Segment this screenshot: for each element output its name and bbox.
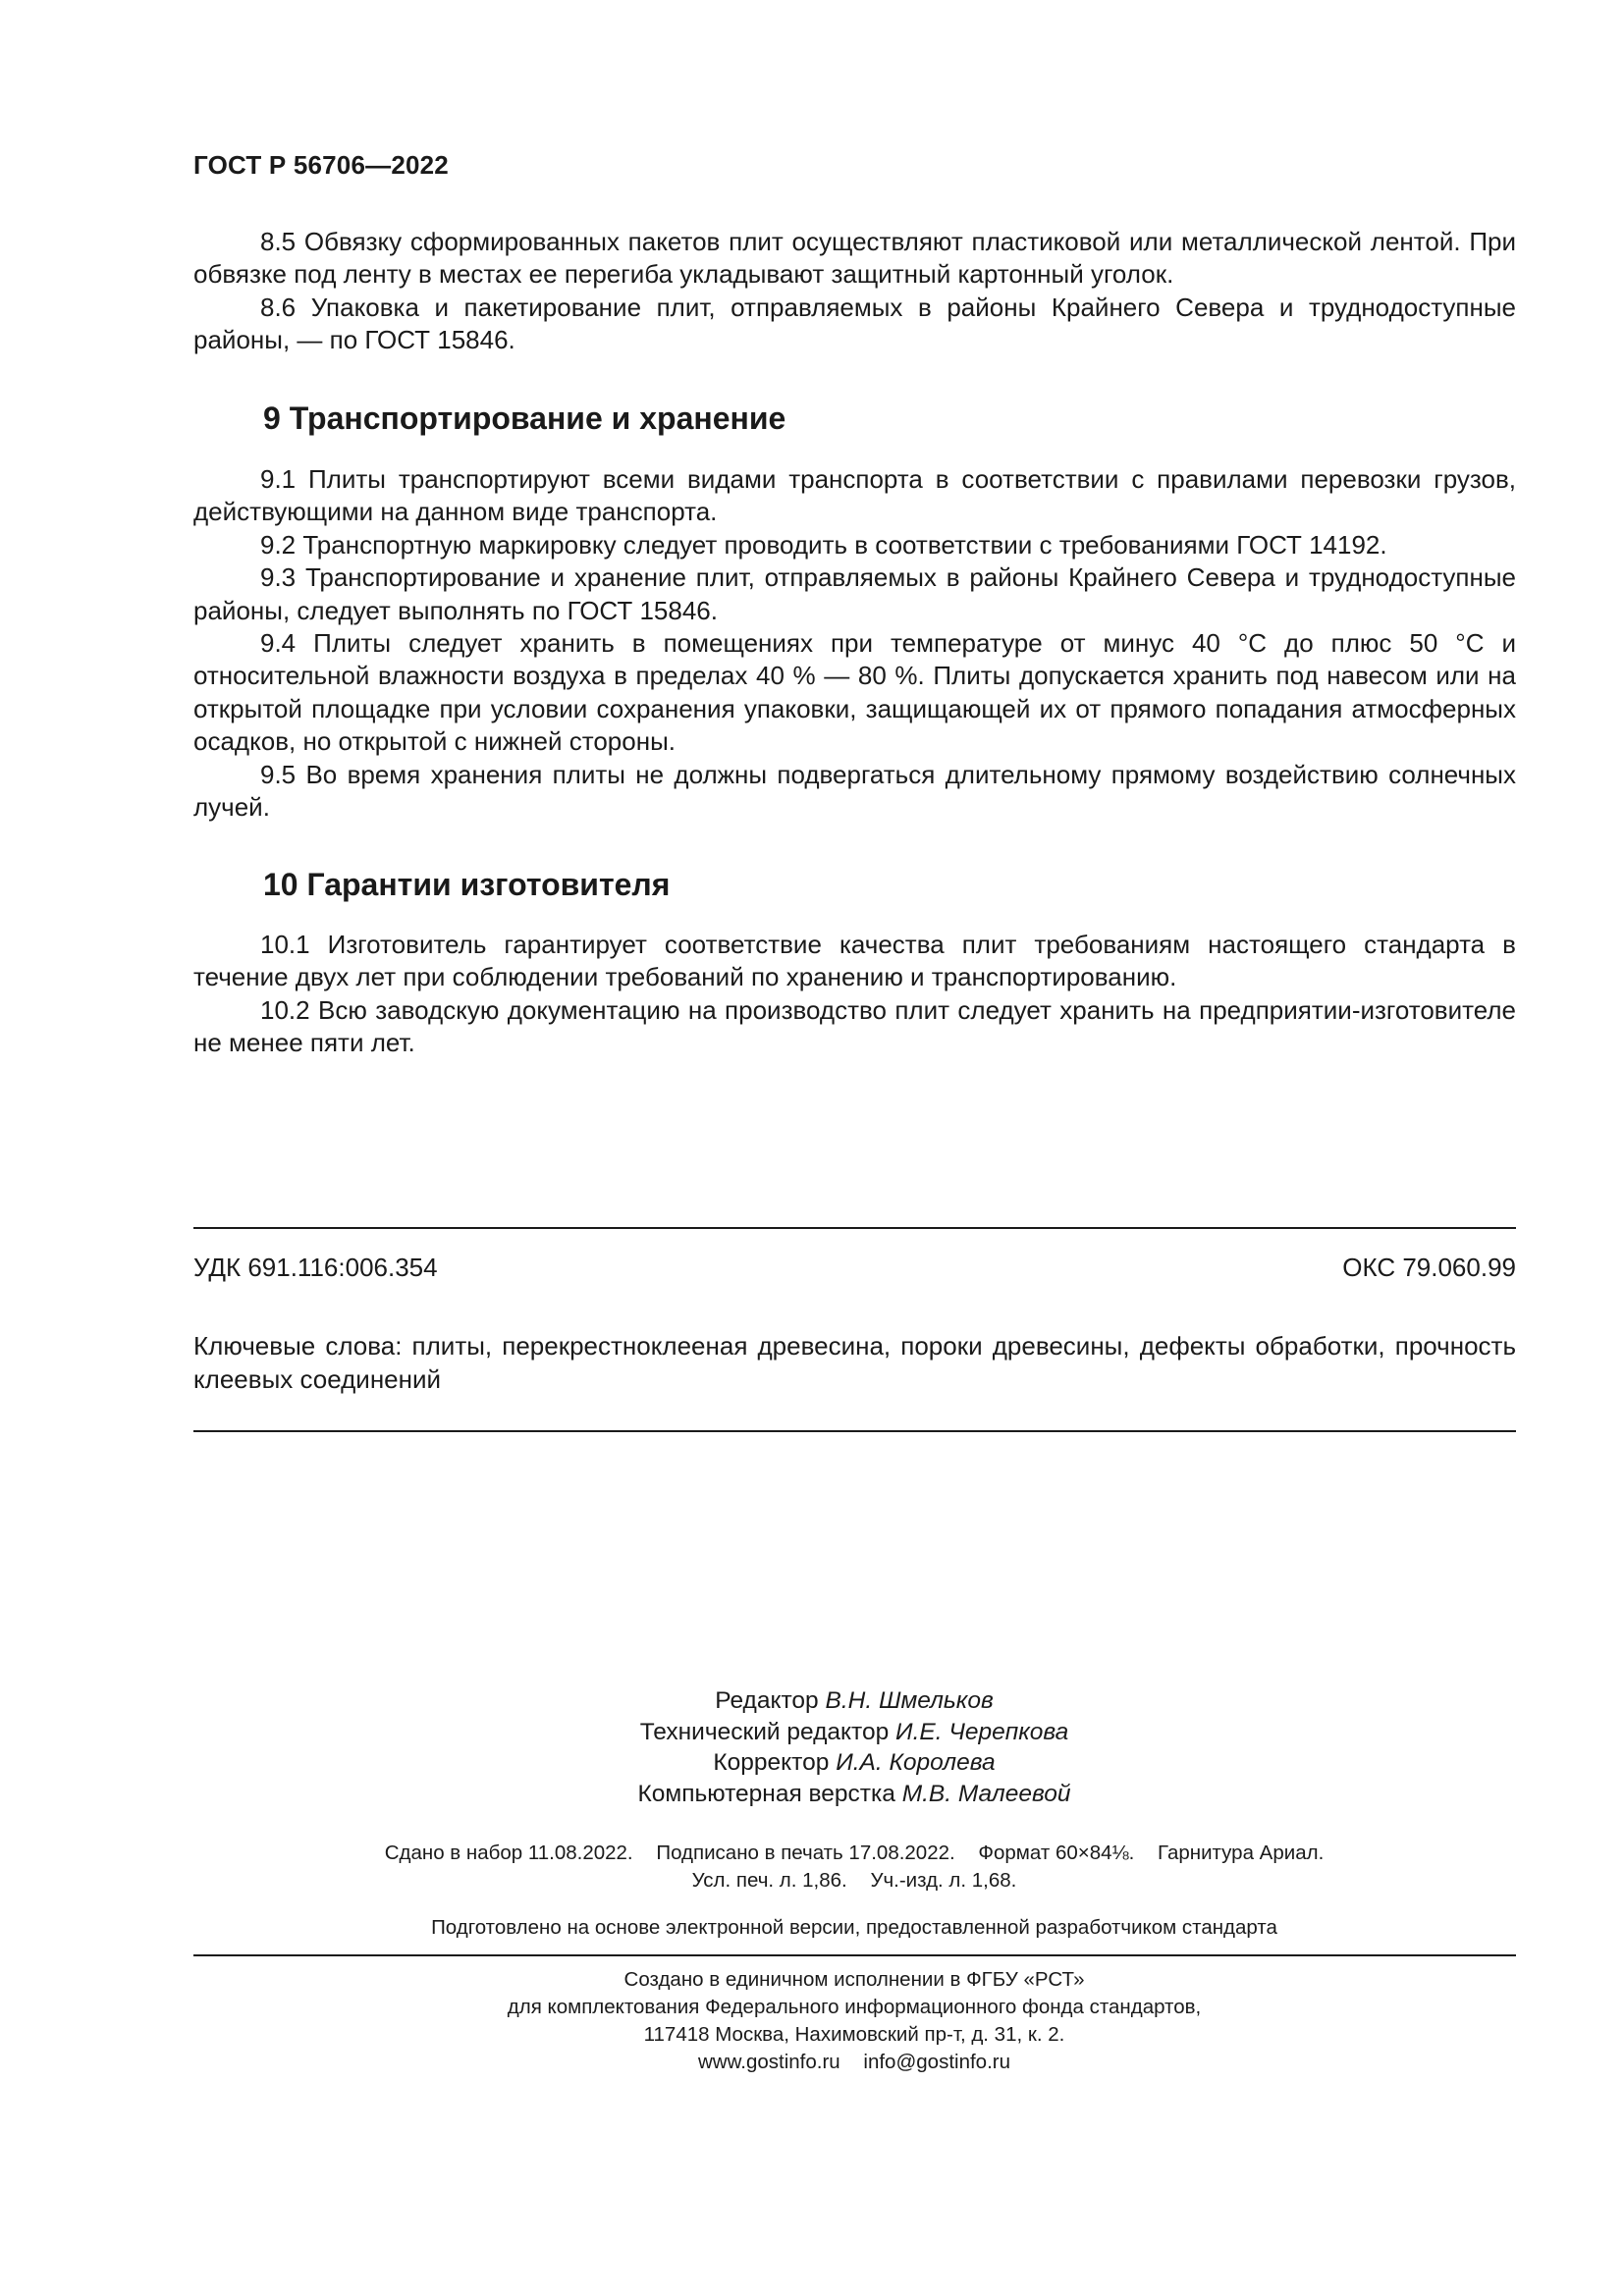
credit-name: И.А. Королева <box>836 1749 996 1776</box>
classification-codes <box>193 1253 1516 1283</box>
credit-line-editor <box>0 1685 1624 1717</box>
udk-code: УДК 691.116:006.354 <box>193 1253 438 1282</box>
page-header-standard-id: ГОСТ Р 56706—2022 <box>193 150 449 180</box>
imprint-typeface: Гарнитура Ариал. <box>1158 1842 1325 1864</box>
paragraph-9-5: 9.5 Во время хранения плиты не должны подвергаться длительному прямому воздействию солнечных лучей. <box>193 759 1516 823</box>
imprint-web-contacts <box>0 2049 1624 2076</box>
editorial-credits <box>0 1685 1624 1809</box>
oks-code: ОКС 79.060.99 <box>1342 1253 1516 1282</box>
section-8-tail <box>193 226 1516 357</box>
imprint-divider-rule <box>193 1954 1516 1956</box>
credit-name: И.Е. Черепкова <box>895 1718 1069 1745</box>
imprint-line-1 <box>0 1840 1624 1867</box>
paragraph-9-4: 9.4 Плиты следует хранить в помещениях при температуре от минус 40 °С до плюс 50 °С и относительной влажности воздуха в пределах 40 % — 80 %. Плиты допускается хранить под навесом или на открытой площадке при условии сохранения упаковки, защищающей их от прямого попадания атмосферных осадков, но открытой с нижней стороны. <box>193 628 1516 757</box>
credit-role: Компьютерная верстка <box>637 1780 895 1807</box>
credit-name: В.Н. Шмельков <box>825 1687 994 1714</box>
top-divider-rule <box>193 1227 1516 1229</box>
credit-role: Технический редактор <box>639 1718 890 1745</box>
imprint-signed: Подписано в печать 17.08.2022. <box>656 1842 955 1864</box>
imprint-submitted: Сдано в набор 11.08.2022. <box>384 1842 633 1864</box>
paragraph-8-6: 8.6 Упаковка и пакетирование плит, отправляемых в районы Крайнего Севера и труднодоступные районы, — по ГОСТ 15846. <box>193 292 1516 355</box>
imprint-address: 117418 Москва, Нахимовский пр-т, д. 31, к. 2. <box>643 2023 1065 2046</box>
credit-role: Редактор <box>715 1687 819 1714</box>
imprint-created-line-1: Создано в единичном исполнении в ФГБУ «РСТ» <box>623 1968 1085 1991</box>
imprint-website-link[interactable]: www.gostinfo.ru <box>698 2051 840 2073</box>
credit-name: М.В. Малеевой <box>901 1780 1071 1807</box>
imprint-print-details <box>0 1840 1624 1895</box>
keywords: Ключевые слова: плиты, перекрестноклееная древесина, пороки древесины, дефекты обработки, прочность клеевых соединений <box>193 1331 1516 1394</box>
section-9-heading: 9 Транспортирование и хранение <box>263 400 786 436</box>
paragraph-10-1: 10.1 Изготовитель гарантирует соответствие качества плит требованиям настоящего стандарта в течение двух лет при соблюдении требований по хранению и транспортированию. <box>193 930 1516 992</box>
paragraph-9-2: 9.2 Транспортную маркировку следует проводить в соответствии с требованиями ГОСТ 14192. <box>260 529 1387 560</box>
imprint-line-2 <box>0 1867 1624 1895</box>
imprint-prepared-note: Подготовлено на основе электронной версии, предоставленной разработчиком стандарта <box>431 1916 1277 1939</box>
imprint-format: Формат 60×84⅛. <box>978 1842 1135 1864</box>
section-10-body <box>193 929 1516 1060</box>
imprint-print-sheets: Усл. печ. л. 1,86. <box>691 1869 847 1892</box>
imprint-created-line-2: для комплектования Федерального информационного фонда стандартов, <box>507 1996 1202 2018</box>
paragraph-9-3: 9.3 Транспортирование и хранение плит, отправляемых в районы Крайнего Севера и труднодоступные районы, следует выполнять по ГОСТ 15846. <box>193 562 1516 625</box>
paragraph-10-2: 10.2 Всю заводскую документацию на производство плит следует хранить на предприятии-изготовителе не менее пяти лет. <box>193 994 1516 1058</box>
imprint-publisher-info <box>0 1966 1624 2076</box>
imprint-email-link[interactable]: info@gostinfo.ru <box>863 2051 1010 2073</box>
credit-line-technical-editor <box>0 1717 1624 1748</box>
imprint-publisher-sheets: Уч.-изд. л. 1,68. <box>870 1869 1017 1892</box>
bottom-divider-rule <box>193 1430 1516 1432</box>
section-9-body <box>193 463 1516 824</box>
paragraph-9-1: 9.1 Плиты транспортируют всеми видами транспорта в соответствии с правилами перевозки грузов, действующими на данном виде транспорта. <box>193 464 1516 527</box>
paragraph-8-5: 8.5 Обвязку сформированных пакетов плит осуществляют пластиковой или металлической лентой. При обвязке под ленту в местах ее перегиба укладывают защитный картонный уголок. <box>193 227 1516 290</box>
credit-line-layout <box>0 1779 1624 1810</box>
credit-role: Корректор <box>713 1749 830 1776</box>
credit-line-proofreader <box>0 1747 1624 1779</box>
section-10-heading: 10 Гарантии изготовителя <box>263 867 671 902</box>
